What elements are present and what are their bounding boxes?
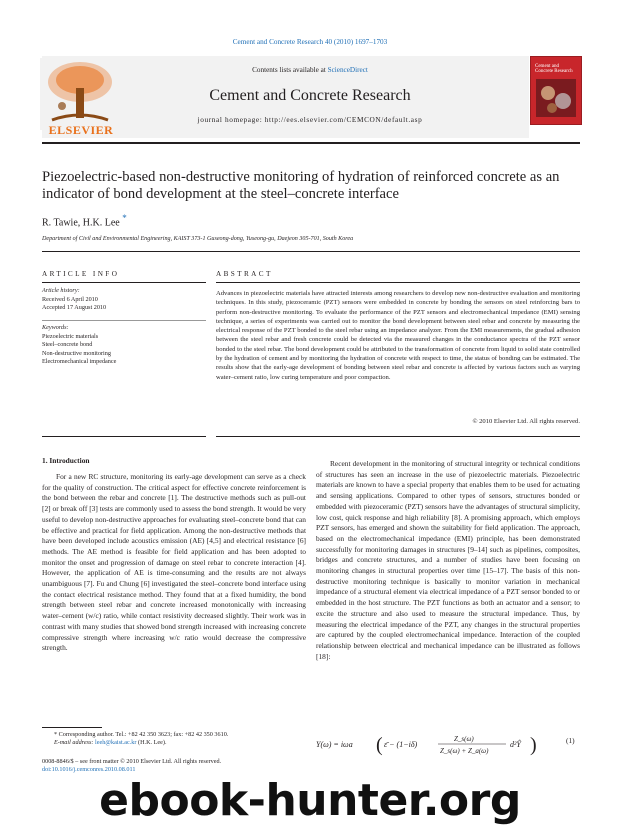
- cover-title: Cement and Concrete Research: [535, 64, 573, 75]
- article-info-end-rule: [42, 436, 206, 437]
- doi-link[interactable]: doi:10.1016/j.cemconres.2010.08.011: [42, 766, 136, 774]
- authors: [42, 213, 127, 228]
- equation-bracket-open: (: [376, 734, 383, 756]
- keyword-item: Electromechanical impedance: [42, 358, 117, 366]
- equation-1: [316, 730, 580, 758]
- email-suffix: (H.K. Lee).: [138, 739, 167, 747]
- article-info-heading: ARTICLE INFO: [42, 270, 120, 278]
- affiliation-rule: [42, 251, 580, 252]
- intro-left-column: For a new RC structure, monitoring its early-age development can serve as a check for the quality of construction. The critical aspect for effective concrete reinforcement is the bond between the rebar and concrete [1]. The destructive methods such as pull-out [2] or break off [3] tests are commonly used to assess the bond strength. It would be very useful to develop non-destructive approaches for evaluating steel–concrete bond that can be effective and practical for field application. Among the non-destructive methods that have been developed include acoustics emission (AE) [4,5] and electrical resistance [6] methods. The AE method is feasible for field application and has been adopted to monitor the onset and progression of damage on steel rebar to concrete interaction [4]. However, the application of AE is time-consuming and the results are not always unambiguous [7]. Fu and Chung [6] investigated the steel–concrete bond interface using the contact electrical resistance method. They found that at a fixed humidity, the bond strength between steel rebar and concrete increased monotonically with increasing water–cement (w/c) ratio, while contact resistivity decreased slightly. Their work was in contrast with many studies that showed bond strength increased with increasing concrete compressive strength where increasing w/c ratio would decrease the compressive strength.: [42, 472, 306, 653]
- cover-image: [536, 79, 576, 117]
- journal-homepage-link[interactable]: journal homepage: http://ees.elsevier.com/CEMCON/default.asp: [197, 115, 423, 124]
- author-names: R. Tawie, H.K. Lee: [42, 217, 120, 229]
- footnote-mark: *: [54, 731, 58, 738]
- contents-line: [150, 66, 470, 74]
- keyword-item: Steel–concrete bond: [42, 341, 93, 349]
- history-label: Article history:: [42, 287, 80, 294]
- equation-numerator: Z_s(ω): [454, 735, 474, 743]
- corresponding-author-mark[interactable]: *: [122, 213, 127, 223]
- equation-denominator: Z_s(ω) + Z_a(ω): [440, 747, 489, 755]
- keywords-block: [42, 324, 206, 367]
- keyword-item: Non-destructive monitoring: [42, 349, 111, 357]
- history-divider: [42, 320, 206, 321]
- article-info-rule: [42, 282, 206, 283]
- equation-bracket-close: ): [530, 734, 537, 756]
- email-link[interactable]: leeh@kaist.ac.kr: [95, 739, 137, 747]
- journal-title: Cement and Concrete Research: [209, 87, 411, 104]
- corresponding-author-note: Corresponding author. Tel.: +82 42 350 3623; fax: +82 42 350 3610.: [58, 731, 229, 738]
- equation-lhs: Y(ω) = iωa: [316, 740, 353, 749]
- footnote-rule: [42, 727, 102, 728]
- journal-citation[interactable]: Cement and Concrete Research 40 (2010) 1697–1703: [232, 38, 388, 46]
- watermark: ebook-hunter.org: [99, 775, 521, 826]
- header-rule: [42, 142, 580, 144]
- abstract-heading: ABSTRACT: [216, 270, 273, 278]
- keywords-label: Keywords:: [42, 324, 69, 331]
- issn-line: 0008-8846/$ – see front matter © 2010 Elsevier Ltd. All rights reserved.: [42, 758, 222, 765]
- article-history: [42, 287, 206, 313]
- affiliation: Department of Civil and Environmental Engineering, KAIST 373-1 Guseong-dong, Yuseong-gu, Daejeon 305-701, South Korea: [42, 236, 354, 242]
- bottom-info: [42, 758, 306, 775]
- accepted-date: Accepted 17 August 2010: [42, 304, 107, 312]
- equation-epsilon: ε̄ − (1−iδ): [384, 740, 418, 749]
- abstract-rule: [216, 282, 580, 283]
- abstract-copyright: © 2010 Elsevier Ltd. All rights reserved.: [472, 418, 580, 425]
- equation-tail: d²Ŷ: [510, 740, 521, 749]
- sciencedirect-link[interactable]: ScienceDirect: [327, 66, 368, 74]
- intro-right-column: Recent development in the monitoring of structural integrity or technical conditions of structures has seen an increase in the use of piezoelectric materials. Piezoelectric materials are known to have a special property that enables them to be used for actuating and sensing applications. Compared to other types of sensors, structures bonded or embedded with piezoceramic (PZT) sensors have the advantages of structural simplicity, low cost, quick response and high reliability [8]. A promising approach, which employs PZT sensors, has emerged and shown the suitability for field application. The approach, based on the electromechanical impedance (EMI) principle, has been demonstrated successfully for monitoring damages in structures [9–14] such as pipelines, composites, bridges and concrete structures, and a number of studies have been focusing on monitoring changes in structural properties over time [15–17]. The basis of this non-destructive monitoring technique is basically to monitor variation in mechanical impedance of a structural element via electrical impedance of a PZT sensor bonded to or embedded in the host structure. The PZT functions as both an actuator and a sensor; to excite the structure and also used to measure the structural impedance. Thus, by measuring the electrical impedance of the PZT, any changes in the structural properties are captured by the coupled electromechanical impedance. Interaction of the coupled relationship between electrical and mechanical impedance can be illustrated as follows [18]:: [316, 459, 580, 661]
- contents-prefix: Contents lists available at: [252, 66, 328, 74]
- received-date: Received 6 April 2010: [42, 295, 98, 303]
- email-label: E-mail address:: [54, 739, 94, 747]
- elsevier-tree-logo: [40, 58, 120, 130]
- elsevier-wordmark: ELSEVIER: [48, 123, 114, 137]
- abstract-text: Advances in piezoelectric materials have attracted interests among researchers to develop new non-destructive evaluation and monitoring techniques. In this study, piezoceramic (PZT) sensors were embedded in concrete by bonding the sensors on steel reinforcing bars to perform non-destructive monitoring. To evaluate the performance of the PZT sensors and electromechanical impedance (EMI) sensing technique, a series of experiments was carried out to monitor the bond development between steel rebar and concrete by measuring the electrical response of the PZT bonded to the steel rebar using an impedance analyzer. From the EMI measurements, the gradual adhesion between the steel rebar and fresh concrete could be detected via the measured changes in the conductance spectra of the PZT sensor bonded to the steel rebar. The bond development could be attributed to the transformation of concrete from liquid to solid state controlled by the hydration of cement and by monitoring the hydration of concrete with respect to time, the status of bonding can be estimated. The results show that the early-age development of bonding between steel rebar and concrete is affected by various factors such as varying water–cement ratio, low curing temperature and poor compaction.: [216, 290, 580, 381]
- footnote: [42, 731, 306, 748]
- abstract-end-rule: [216, 436, 580, 437]
- keyword-item: Piezoelectric materials: [42, 332, 99, 340]
- introduction-heading: 1. Introduction: [42, 456, 90, 465]
- equation-number: (1): [566, 736, 575, 745]
- paper-title: Piezoelectric-based non-destructive monitoring of hydration of reinforced concrete as an indicator of bond development at the steel–concrete interface: [42, 169, 560, 202]
- journal-cover-thumbnail[interactable]: [530, 56, 582, 125]
